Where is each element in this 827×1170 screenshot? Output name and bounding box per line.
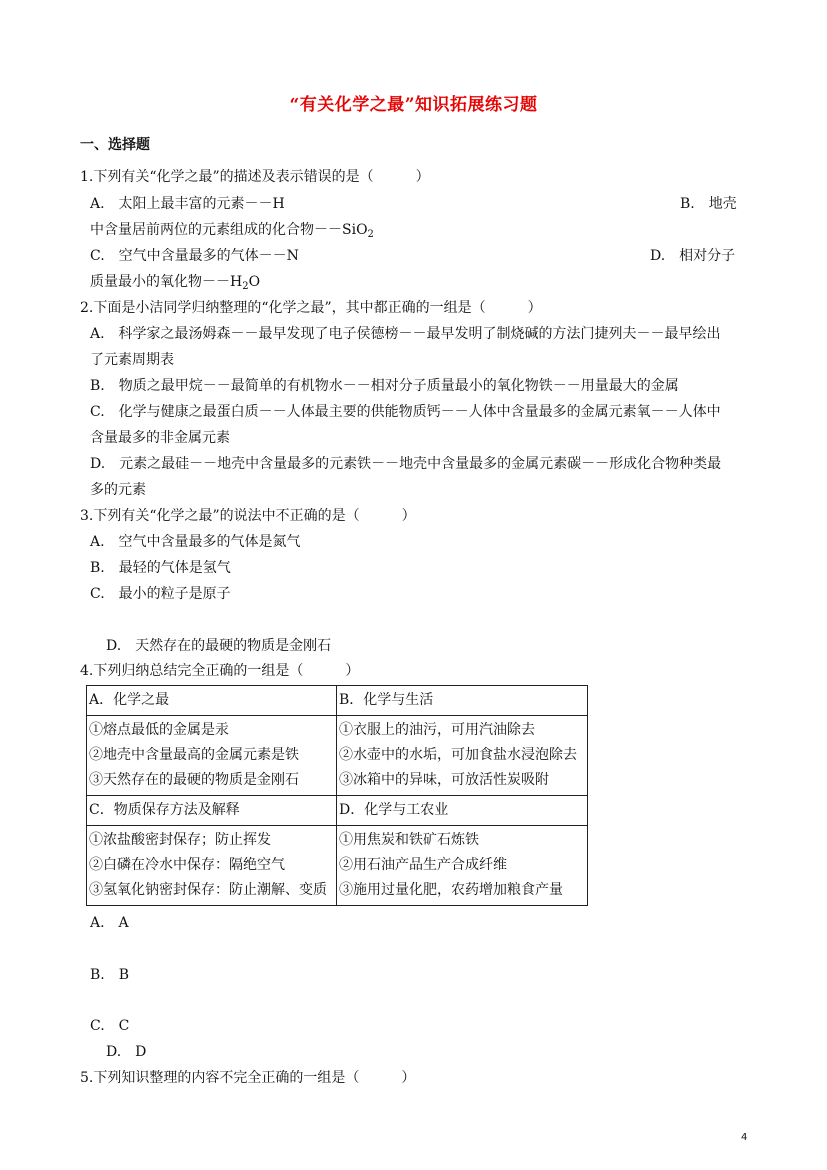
q2-option-c-line2: 含量最多的非金属元素 (90, 430, 230, 446)
q2-option-b: B. 物质之最甲烷－－最简单的有机物水－－相对分子质量最小的氧化物铁－－用量最大的金属 (90, 378, 679, 394)
q2-option-d-line2: 多的元素 (90, 482, 146, 498)
q4-option-d: D. D (106, 1044, 147, 1060)
list-item: ②用石油产品生产合成纤维 (339, 857, 507, 873)
q4-summary-table (86, 685, 588, 906)
list-item: ①用焦炭和铁矿石炼铁 (339, 832, 479, 848)
list-item: ①熔点最低的金属是汞 (89, 722, 229, 738)
q2-option-d-line1: D. 元素之最硅－－地壳中含量最多的元素铁－－地壳中含量最多的金属元素碳－－形成化合物种类最 (90, 456, 722, 472)
question-1-stem: 1.下列有关“化学之最”的描述及表示错误的是（ ） (80, 169, 430, 185)
list-item: ③天然存在的最硬的物质是金刚石 (89, 772, 299, 788)
table-cell-c-items (87, 826, 337, 906)
question-2-stem: 2.下面是小洁同学归纳整理的“化学之最”，其中都正确的一组是（ ） (80, 300, 542, 316)
list-item: ③冰箱中的异味，可放活性炭吸附 (339, 772, 549, 788)
q2-option-a-line2: 了元素周期表 (90, 352, 174, 368)
table-cell-c-head: C．物质保存方法及解释 (87, 796, 337, 826)
page-title: “有关化学之最”知识拓展练习题 (289, 95, 538, 115)
question-4-stem: 4.下列归纳总结完全正确的一组是（ ） (80, 663, 360, 679)
table-cell-a-items (87, 716, 337, 796)
list-item: ②水壶中的水垢，可加食盐水浸泡除去 (339, 747, 577, 763)
table-cell-b-items (337, 716, 588, 796)
q3-option-c: C. 最小的粒子是原子 (90, 586, 231, 602)
table-cell-a-head: A．化学之最 (87, 686, 337, 716)
q1-option-a: A. 太阳上最丰富的元素－－H (90, 196, 285, 212)
q4-option-c: C. C (90, 1018, 130, 1034)
list-item: ②白磷在冷水中保存：隔绝空气 (89, 857, 285, 873)
table-cell-d-head: D．化学与工农业 (337, 796, 588, 826)
q4-option-b: B. B (90, 967, 130, 983)
q1-option-b-tail: 中含量居前两位的元素组成的化合物－－SiO$_2$ (90, 222, 374, 240)
q4-option-a: A. A (90, 915, 129, 931)
q2-option-c-line1: C. 化学与健康之最蛋白质－－人体最主要的供能物质钙－－人体中含量最多的金属元素氧－－人体中 (90, 404, 721, 420)
q1-option-d-head: D. 相对分子 (650, 248, 736, 264)
q3-option-d: D. 天然存在的最硬的物质是金刚石 (106, 638, 332, 654)
list-item: ①衣服上的油污，可用汽油除去 (339, 722, 535, 738)
q1-option-c: C. 空气中含量最多的气体－－N (90, 248, 299, 264)
table-cell-b-head: B．化学与生活 (337, 686, 588, 716)
q1-option-b-head: B. 地壳 (680, 196, 737, 212)
q2-option-a-line1: A. 科学家之最汤姆森－－最早发现了电子侯德榜－－最早发明了制烧碱的方法门捷列夫－－最早绘出 (90, 326, 721, 342)
table-cell-d-items (337, 826, 588, 906)
list-item: ③氢氧化钠密封保存：防止潮解、变质 (89, 882, 327, 898)
list-item: ②地壳中含量最高的金属元素是铁 (89, 747, 299, 763)
question-3-stem: 3.下列有关“化学之最”的说法中不正确的是（ ） (80, 508, 416, 524)
q3-option-a: A. 空气中含量最多的气体是氮气 (90, 534, 301, 550)
q1-option-d-tail: 质量最小的氧化物$--H_2O$ (90, 274, 261, 292)
q3-option-b: B. 最轻的气体是氢气 (90, 560, 231, 576)
question-5-stem: 5.下列知识整理的内容不完全正确的一组是（ ） (80, 1070, 416, 1086)
list-item: ①浓盐酸密封保存；防止挥发 (89, 832, 271, 848)
list-item: ③施用过量化肥，农药增加粮食产量 (339, 882, 563, 898)
page-number: 4 (741, 1132, 748, 1143)
section-heading: 一、选择题 (80, 137, 150, 153)
